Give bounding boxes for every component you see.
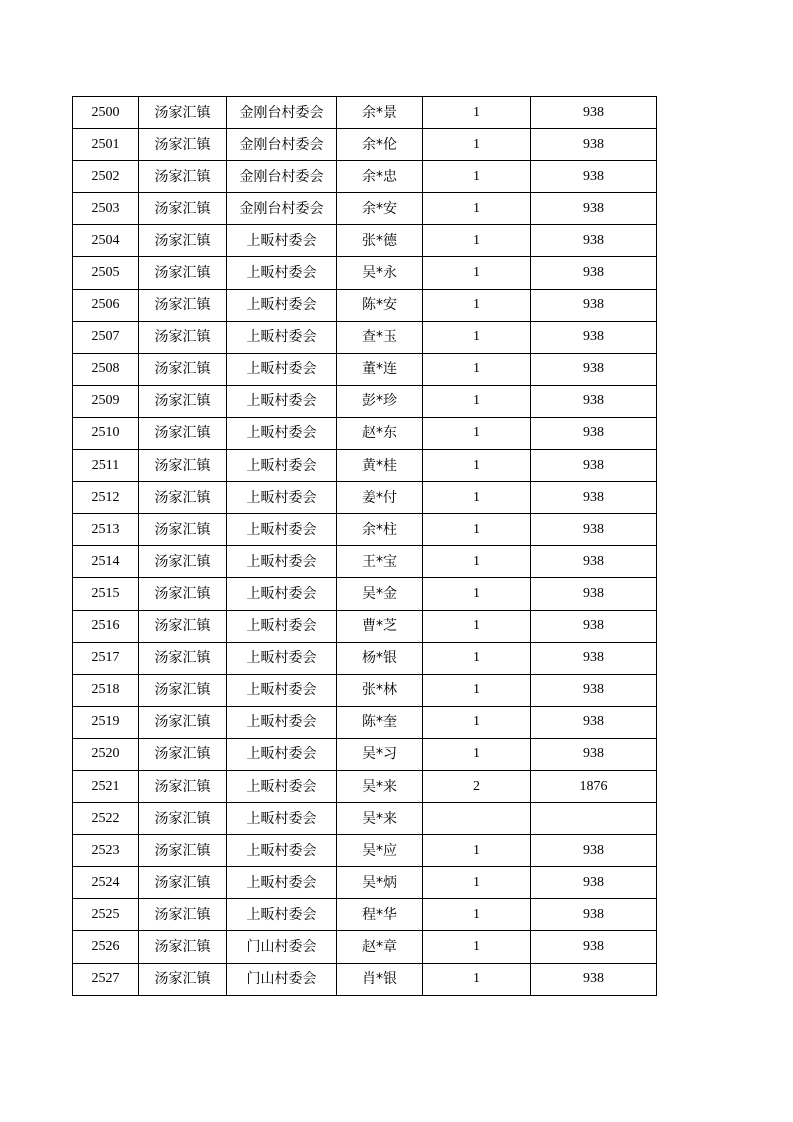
count-cell: 1 xyxy=(423,642,531,674)
town-cell: 汤家汇镇 xyxy=(139,578,227,610)
town-cell: 汤家汇镇 xyxy=(139,642,227,674)
row-index-cell: 2502 xyxy=(73,161,139,193)
name-cell: 吴*应 xyxy=(337,835,423,867)
count-cell: 1 xyxy=(423,257,531,289)
table-row xyxy=(73,129,657,161)
table-row xyxy=(73,963,657,995)
table-row xyxy=(73,674,657,706)
town-cell: 汤家汇镇 xyxy=(139,770,227,802)
village-cell: 上畈村委会 xyxy=(227,289,337,321)
row-index-cell: 2524 xyxy=(73,867,139,899)
count-cell: 1 xyxy=(423,835,531,867)
name-cell: 吴*来 xyxy=(337,770,423,802)
town-cell: 汤家汇镇 xyxy=(139,963,227,995)
village-cell: 上畈村委会 xyxy=(227,674,337,706)
row-index-cell: 2510 xyxy=(73,417,139,449)
name-cell: 肖*银 xyxy=(337,963,423,995)
amount-cell: 938 xyxy=(531,514,657,546)
amount-cell: 938 xyxy=(531,963,657,995)
table-row xyxy=(73,482,657,514)
roster-table-body xyxy=(73,97,657,996)
name-cell: 赵*东 xyxy=(337,417,423,449)
name-cell: 余*伦 xyxy=(337,129,423,161)
row-index-cell: 2520 xyxy=(73,738,139,770)
table-row xyxy=(73,193,657,225)
village-cell: 上畈村委会 xyxy=(227,225,337,257)
amount-cell: 938 xyxy=(531,289,657,321)
roster-table xyxy=(72,96,657,996)
table-row xyxy=(73,417,657,449)
count-cell: 1 xyxy=(423,931,531,963)
village-cell: 上畈村委会 xyxy=(227,835,337,867)
amount-cell: 938 xyxy=(531,129,657,161)
amount-cell xyxy=(531,803,657,835)
row-index-cell: 2500 xyxy=(73,97,139,129)
amount-cell: 938 xyxy=(531,353,657,385)
town-cell: 汤家汇镇 xyxy=(139,931,227,963)
row-index-cell: 2516 xyxy=(73,610,139,642)
row-index-cell: 2506 xyxy=(73,289,139,321)
table-row xyxy=(73,803,657,835)
town-cell: 汤家汇镇 xyxy=(139,289,227,321)
table-row xyxy=(73,835,657,867)
row-index-cell: 2507 xyxy=(73,321,139,353)
town-cell: 汤家汇镇 xyxy=(139,738,227,770)
row-index-cell: 2526 xyxy=(73,931,139,963)
count-cell: 1 xyxy=(423,546,531,578)
count-cell: 1 xyxy=(423,225,531,257)
town-cell: 汤家汇镇 xyxy=(139,450,227,482)
amount-cell: 938 xyxy=(531,610,657,642)
town-cell: 汤家汇镇 xyxy=(139,867,227,899)
town-cell: 汤家汇镇 xyxy=(139,193,227,225)
village-cell: 上畈村委会 xyxy=(227,899,337,931)
table-row xyxy=(73,867,657,899)
name-cell: 吴*炳 xyxy=(337,867,423,899)
table-row xyxy=(73,514,657,546)
count-cell: 1 xyxy=(423,321,531,353)
row-index-cell: 2509 xyxy=(73,385,139,417)
amount-cell: 938 xyxy=(531,417,657,449)
amount-cell: 938 xyxy=(531,161,657,193)
table-row xyxy=(73,931,657,963)
count-cell: 1 xyxy=(423,289,531,321)
row-index-cell: 2522 xyxy=(73,803,139,835)
village-cell: 上畈村委会 xyxy=(227,417,337,449)
village-cell: 上畈村委会 xyxy=(227,353,337,385)
village-cell: 上畈村委会 xyxy=(227,321,337,353)
count-cell: 1 xyxy=(423,674,531,706)
table-row xyxy=(73,706,657,738)
count-cell: 2 xyxy=(423,770,531,802)
town-cell: 汤家汇镇 xyxy=(139,546,227,578)
count-cell: 1 xyxy=(423,738,531,770)
village-cell: 上畈村委会 xyxy=(227,385,337,417)
name-cell: 黄*桂 xyxy=(337,450,423,482)
name-cell: 吴*习 xyxy=(337,738,423,770)
name-cell: 程*华 xyxy=(337,899,423,931)
name-cell: 陈*安 xyxy=(337,289,423,321)
table-row xyxy=(73,738,657,770)
town-cell: 汤家汇镇 xyxy=(139,353,227,385)
town-cell: 汤家汇镇 xyxy=(139,129,227,161)
row-index-cell: 2515 xyxy=(73,578,139,610)
town-cell: 汤家汇镇 xyxy=(139,417,227,449)
table-row xyxy=(73,578,657,610)
count-cell: 1 xyxy=(423,161,531,193)
row-index-cell: 2527 xyxy=(73,963,139,995)
name-cell: 陈*奎 xyxy=(337,706,423,738)
row-index-cell: 2508 xyxy=(73,353,139,385)
town-cell: 汤家汇镇 xyxy=(139,610,227,642)
count-cell: 1 xyxy=(423,578,531,610)
village-cell: 上畈村委会 xyxy=(227,450,337,482)
count-cell: 1 xyxy=(423,129,531,161)
amount-cell: 938 xyxy=(531,385,657,417)
row-index-cell: 2512 xyxy=(73,482,139,514)
village-cell: 上畈村委会 xyxy=(227,578,337,610)
town-cell: 汤家汇镇 xyxy=(139,674,227,706)
table-row xyxy=(73,353,657,385)
row-index-cell: 2511 xyxy=(73,450,139,482)
village-cell: 门山村委会 xyxy=(227,931,337,963)
table-row xyxy=(73,899,657,931)
name-cell: 张*林 xyxy=(337,674,423,706)
row-index-cell: 2519 xyxy=(73,706,139,738)
name-cell: 曹*芝 xyxy=(337,610,423,642)
count-cell: 1 xyxy=(423,610,531,642)
village-cell: 上畈村委会 xyxy=(227,803,337,835)
name-cell: 余*安 xyxy=(337,193,423,225)
name-cell: 吴*永 xyxy=(337,257,423,289)
amount-cell: 938 xyxy=(531,578,657,610)
amount-cell: 938 xyxy=(531,321,657,353)
town-cell: 汤家汇镇 xyxy=(139,97,227,129)
count-cell: 1 xyxy=(423,193,531,225)
village-cell: 上畈村委会 xyxy=(227,770,337,802)
table-row xyxy=(73,289,657,321)
table-row xyxy=(73,642,657,674)
amount-cell: 938 xyxy=(531,450,657,482)
table-row xyxy=(73,770,657,802)
row-index-cell: 2504 xyxy=(73,225,139,257)
table-row xyxy=(73,257,657,289)
village-cell: 上畈村委会 xyxy=(227,257,337,289)
row-index-cell: 2525 xyxy=(73,899,139,931)
town-cell: 汤家汇镇 xyxy=(139,803,227,835)
amount-cell: 938 xyxy=(531,642,657,674)
village-cell: 上畈村委会 xyxy=(227,514,337,546)
name-cell: 张*德 xyxy=(337,225,423,257)
count-cell: 1 xyxy=(423,706,531,738)
amount-cell: 938 xyxy=(531,225,657,257)
count-cell: 1 xyxy=(423,450,531,482)
village-cell: 金刚台村委会 xyxy=(227,161,337,193)
count-cell: 1 xyxy=(423,867,531,899)
row-index-cell: 2514 xyxy=(73,546,139,578)
table-row xyxy=(73,610,657,642)
table-row xyxy=(73,546,657,578)
name-cell: 余*柱 xyxy=(337,514,423,546)
name-cell: 查*玉 xyxy=(337,321,423,353)
row-index-cell: 2501 xyxy=(73,129,139,161)
name-cell: 吴*金 xyxy=(337,578,423,610)
town-cell: 汤家汇镇 xyxy=(139,161,227,193)
count-cell: 1 xyxy=(423,353,531,385)
village-cell: 上畈村委会 xyxy=(227,482,337,514)
town-cell: 汤家汇镇 xyxy=(139,514,227,546)
name-cell: 余*景 xyxy=(337,97,423,129)
amount-cell: 938 xyxy=(531,931,657,963)
village-cell: 门山村委会 xyxy=(227,963,337,995)
row-index-cell: 2521 xyxy=(73,770,139,802)
amount-cell: 938 xyxy=(531,867,657,899)
amount-cell: 938 xyxy=(531,835,657,867)
name-cell: 姜*付 xyxy=(337,482,423,514)
count-cell: 1 xyxy=(423,899,531,931)
village-cell: 上畈村委会 xyxy=(227,546,337,578)
town-cell: 汤家汇镇 xyxy=(139,257,227,289)
count-cell: 1 xyxy=(423,482,531,514)
amount-cell: 938 xyxy=(531,706,657,738)
village-cell: 上畈村委会 xyxy=(227,610,337,642)
amount-cell: 938 xyxy=(531,257,657,289)
amount-cell: 938 xyxy=(531,738,657,770)
town-cell: 汤家汇镇 xyxy=(139,385,227,417)
row-index-cell: 2523 xyxy=(73,835,139,867)
row-index-cell: 2517 xyxy=(73,642,139,674)
count-cell: 1 xyxy=(423,385,531,417)
name-cell: 赵*章 xyxy=(337,931,423,963)
village-cell: 金刚台村委会 xyxy=(227,97,337,129)
village-cell: 上畈村委会 xyxy=(227,867,337,899)
village-cell: 金刚台村委会 xyxy=(227,193,337,225)
name-cell: 董*连 xyxy=(337,353,423,385)
village-cell: 上畈村委会 xyxy=(227,706,337,738)
amount-cell: 938 xyxy=(531,193,657,225)
name-cell: 彭*珍 xyxy=(337,385,423,417)
table-row xyxy=(73,321,657,353)
count-cell: 1 xyxy=(423,97,531,129)
amount-cell: 938 xyxy=(531,97,657,129)
table-row xyxy=(73,161,657,193)
name-cell: 余*忠 xyxy=(337,161,423,193)
village-cell: 上畈村委会 xyxy=(227,738,337,770)
name-cell: 杨*银 xyxy=(337,642,423,674)
name-cell: 吴*来 xyxy=(337,803,423,835)
amount-cell: 1876 xyxy=(531,770,657,802)
amount-cell: 938 xyxy=(531,899,657,931)
town-cell: 汤家汇镇 xyxy=(139,706,227,738)
amount-cell: 938 xyxy=(531,482,657,514)
town-cell: 汤家汇镇 xyxy=(139,899,227,931)
town-cell: 汤家汇镇 xyxy=(139,482,227,514)
table-row xyxy=(73,450,657,482)
count-cell: 1 xyxy=(423,963,531,995)
village-cell: 上畈村委会 xyxy=(227,642,337,674)
town-cell: 汤家汇镇 xyxy=(139,225,227,257)
town-cell: 汤家汇镇 xyxy=(139,321,227,353)
row-index-cell: 2518 xyxy=(73,674,139,706)
row-index-cell: 2505 xyxy=(73,257,139,289)
count-cell: 1 xyxy=(423,417,531,449)
amount-cell: 938 xyxy=(531,546,657,578)
table-row xyxy=(73,385,657,417)
town-cell: 汤家汇镇 xyxy=(139,835,227,867)
count-cell: 1 xyxy=(423,514,531,546)
table-row xyxy=(73,97,657,129)
row-index-cell: 2513 xyxy=(73,514,139,546)
village-cell: 金刚台村委会 xyxy=(227,129,337,161)
count-cell xyxy=(423,803,531,835)
amount-cell: 938 xyxy=(531,674,657,706)
name-cell: 王*宝 xyxy=(337,546,423,578)
row-index-cell: 2503 xyxy=(73,193,139,225)
table-row xyxy=(73,225,657,257)
